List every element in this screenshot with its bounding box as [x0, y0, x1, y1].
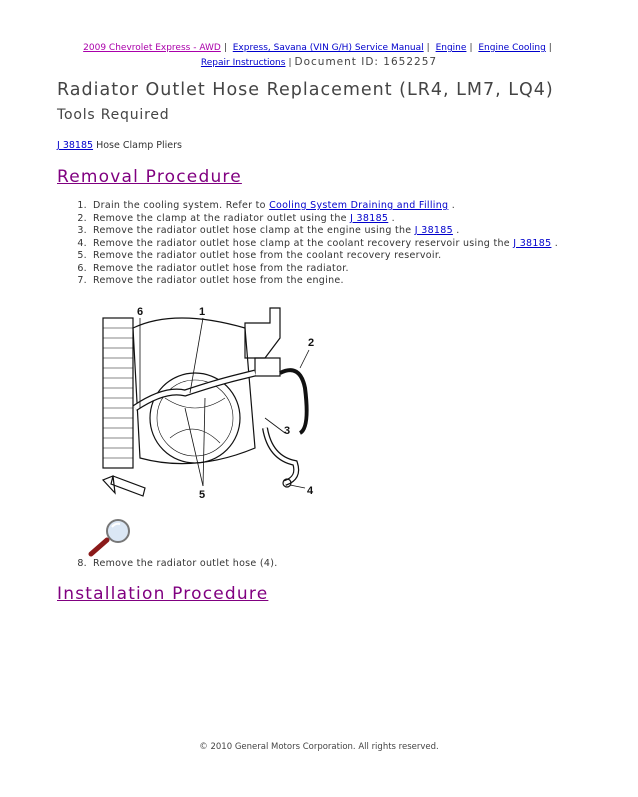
front-arrow-icon — [103, 476, 145, 496]
installation-procedure-heading: Installation Procedure — [57, 584, 269, 604]
breadcrumb-manual-link[interactable]: Express, Savana (VIN G/H) Service Manual — [232, 43, 424, 53]
separator: | — [426, 43, 430, 53]
callout-5: 5 — [199, 489, 206, 501]
separator: | — [223, 43, 227, 53]
breadcrumb-engine-link[interactable]: Engine — [435, 43, 467, 53]
list-item: 7. Remove the radiator outlet hose from the engine. — [77, 275, 344, 286]
callout-6: 6 — [137, 306, 144, 318]
separator: | — [469, 43, 473, 53]
list-item: 5. Remove the radiator outlet hose from the coolant recovery reservoir. — [77, 250, 442, 261]
breadcrumb-repair-instructions-link[interactable]: Repair Instructions — [200, 58, 286, 68]
document-id: Document ID: 1652257 — [294, 56, 438, 68]
list-item: 6. Remove the radiator outlet hose from the radiator. — [77, 262, 349, 274]
radiator-hose-diagram — [95, 298, 330, 513]
removal-procedure-heading: Removal Procedure — [57, 167, 242, 187]
list-item: 3. Remove the radiator outlet hose clamp at the engine using the J 38185 . — [77, 225, 460, 236]
breadcrumb-engine-cooling-link[interactable]: Engine Cooling — [478, 43, 546, 53]
page-title: Radiator Outlet Hose Replacement (LR4, LM7, LQ4) — [57, 80, 554, 100]
separator: | — [548, 43, 552, 53]
callout-2: 2 — [308, 337, 315, 349]
radiator-core — [103, 318, 133, 468]
coolant-reservoir — [255, 358, 280, 376]
tool-link[interactable]: J 38185 — [350, 212, 389, 224]
callout-4: 4 — [307, 485, 314, 497]
list-item: 1. Drain the cooling system. Refer to Cooling System Draining and Filling . — [77, 200, 456, 211]
reservoir-hose — [280, 370, 307, 433]
bracket — [245, 308, 280, 358]
tools-required-heading: Tools Required — [57, 107, 170, 123]
breadcrumb — [0, 41, 638, 70]
breadcrumb-vehicle-link[interactable]: 2009 Chevrolet Express - AWD — [83, 43, 221, 53]
removal-steps-list — [57, 200, 558, 288]
list-item: 2. Remove the clamp at the radiator outlet using the J 38185 . — [77, 212, 395, 224]
callout-1: 1 — [199, 306, 206, 318]
tool-line — [57, 140, 182, 151]
list-item: 4. Remove the radiator outlet hose clamp at the coolant recovery reservoir using the J 38185 . — [77, 237, 559, 249]
copyright-footer: © 2010 General Motors Corporation. All rights reserved. — [199, 742, 439, 752]
tool-link[interactable]: J 38185 — [513, 237, 552, 249]
separator: | — [288, 58, 292, 68]
callout-3: 3 — [284, 425, 291, 437]
tool-link[interactable]: J 38185 — [57, 140, 94, 151]
tool-description: Hose Clamp Pliers — [96, 140, 182, 151]
tool-link[interactable]: J 38185 — [414, 225, 453, 236]
magnifier-icon[interactable] — [85, 518, 140, 558]
list-item: 8. Remove the radiator outlet hose (4). — [77, 558, 278, 569]
cooling-system-draining-link[interactable]: Cooling System Draining and Filling — [269, 200, 449, 211]
